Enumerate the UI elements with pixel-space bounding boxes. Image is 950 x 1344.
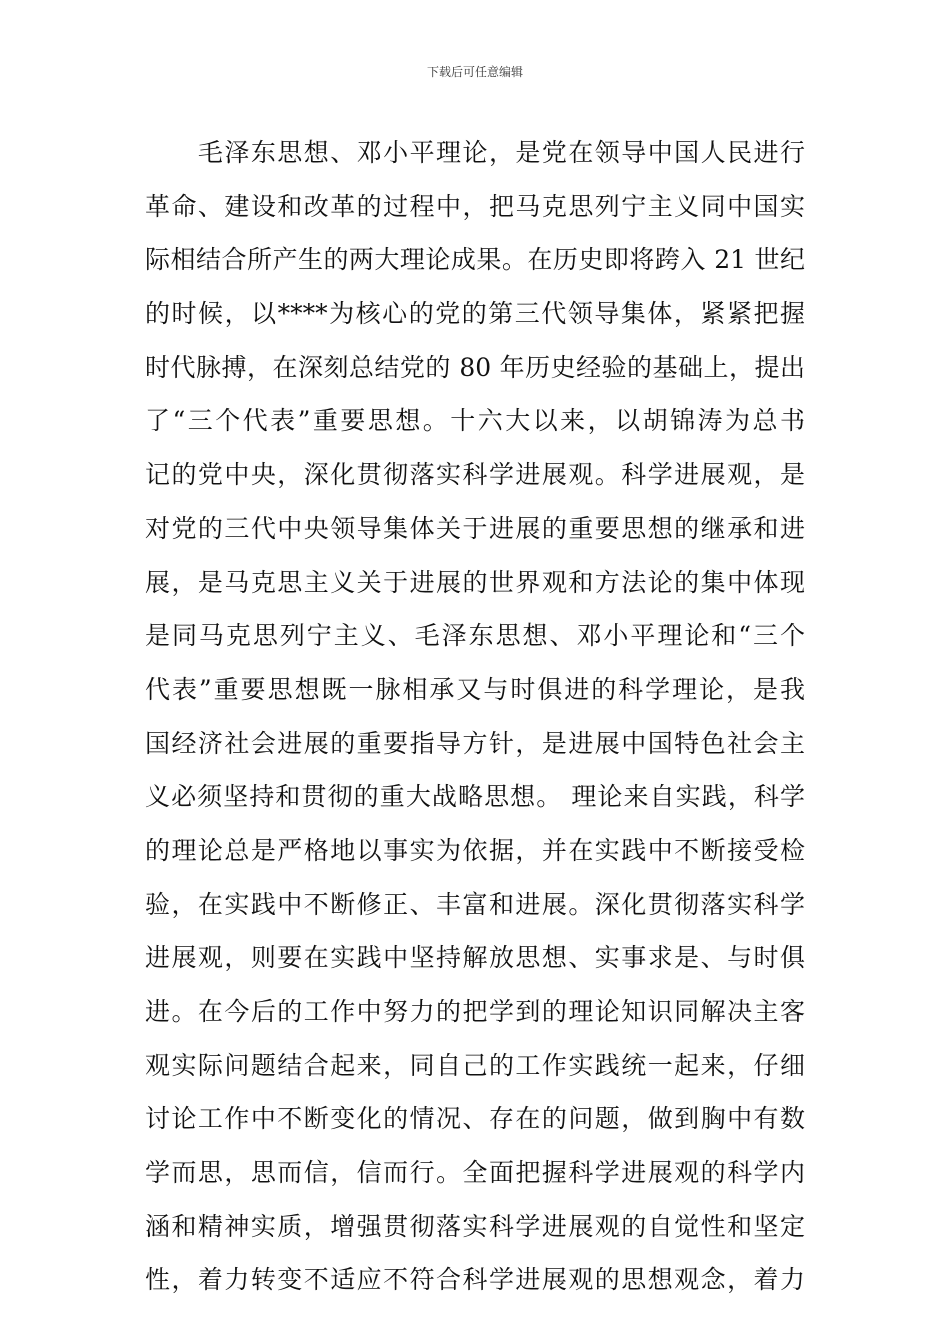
- paragraph-line: 记的党中央，深化贯彻落实科学进展观。科学进展观，是: [145, 460, 805, 490]
- paragraph-line: 性，着力转变不适应不符合科学进展观的思想观念，着力: [145, 1265, 805, 1295]
- paragraph-line: 代表”重要思想既一脉相承又与时俱进的科学理论，是我: [145, 674, 805, 704]
- paragraph-line: 进展观，则要在实践中坚持解放思想、实事求是、与时俱: [145, 943, 805, 973]
- paragraph-line: 义必须坚持和贯彻的重大战略思想。 理论来自实践，科学: [145, 782, 805, 812]
- document-body: [145, 126, 805, 1307]
- paragraph-line: 进。在今后的工作中努力的把学到的理论知识同解决主客: [145, 997, 805, 1026]
- page-header: 下载后可任意编辑: [426, 65, 523, 79]
- paragraph-line: 学而思，思而信，信而行。全面把握科学进展观的科学内: [145, 1158, 805, 1188]
- paragraph-line: 时代脉搏，在深刻总结党的 80 年历史经验的基础上，提出: [145, 352, 805, 382]
- paragraph-line: 讨论工作中不断变化的情况、存在的问题，做到胸中有数: [145, 1104, 805, 1134]
- paragraph-line: 的理论总是严格地以事实为依据，并在实践中不断接受检: [145, 835, 805, 865]
- paragraph-line: 涵和精神实质，增强贯彻落实科学进展观的自觉性和坚定: [145, 1211, 805, 1241]
- paragraph-line: 的时候，以****为核心的党的第三代领导集体，紧紧把握: [145, 299, 805, 329]
- paragraph-line: 展，是马克思主义关于进展的世界观和方法论的集中体现: [145, 567, 805, 597]
- paragraph-line: 革命、建设和改革的过程中，把马克思列宁主义同中国实: [145, 191, 805, 221]
- paragraph-line: 国经济社会进展的重要指导方针，是进展中国特色社会主: [145, 728, 805, 758]
- paragraph-line: 观实际问题结合起来，同自己的工作实践统一起来，仔细: [145, 1050, 805, 1080]
- paragraph-line: 毛泽东思想、邓小平理论，是党在领导中国人民进行: [145, 138, 805, 167]
- paragraph-line: 是同马克思列宁主义、毛泽东思想、邓小平理论和“三个: [145, 621, 805, 651]
- paragraph-line: 验，在实践中不断修正、丰富和进展。深化贯彻落实科学: [145, 889, 805, 919]
- paragraph-line: 了“三个代表”重要思想。十六大以来，以胡锦涛为总书: [145, 406, 805, 436]
- paragraph-line: 对党的三代中央领导集体关于进展的重要思想的继承和进: [145, 513, 805, 543]
- paragraph-line: 际相结合所产生的两大理论成果。在历史即将跨入 21 世纪: [145, 245, 805, 275]
